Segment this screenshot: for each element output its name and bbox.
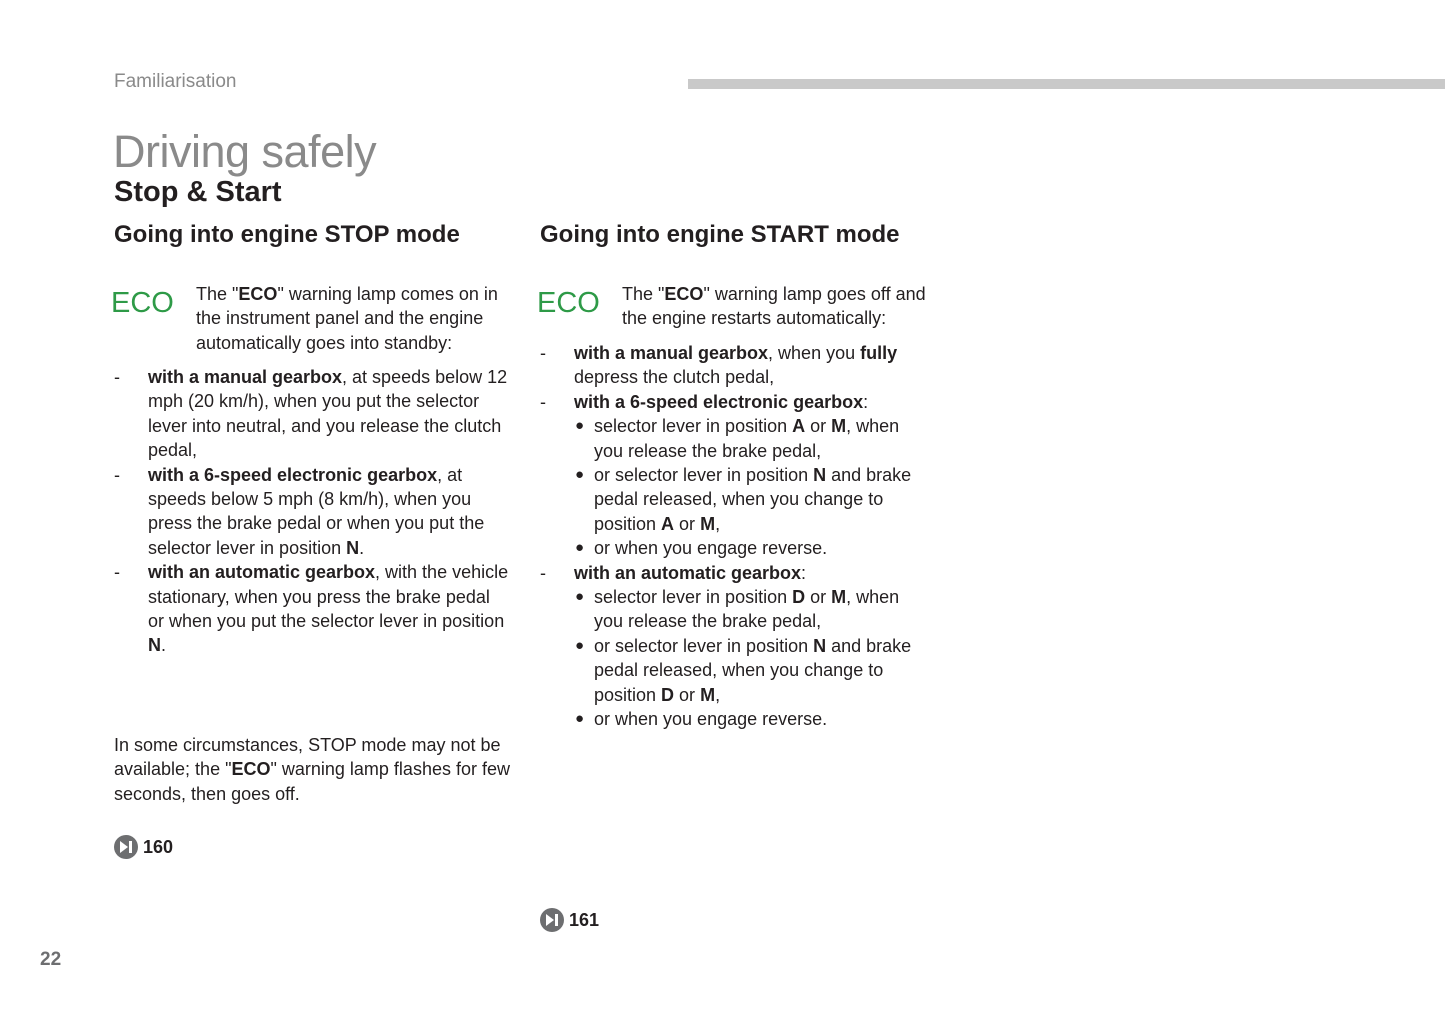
list-item-position: N <box>148 635 161 656</box>
list-dash: - <box>540 391 546 412</box>
eco-icon-label: ECO <box>111 287 174 318</box>
note-post: " warning lamp flashes for few seconds, then goes off. <box>114 759 510 804</box>
position-label: M <box>700 684 716 705</box>
list-item-end: : <box>863 391 869 412</box>
position-label: M <box>700 513 716 534</box>
sub-list-item <box>574 463 930 536</box>
sub-text: or <box>674 513 701 534</box>
position-label: N <box>813 635 827 656</box>
page-number: 22 <box>40 949 62 970</box>
list-item <box>540 390 930 561</box>
page-title: Driving safely <box>113 126 377 177</box>
page-reference-icon <box>540 908 564 932</box>
position-label: A <box>661 513 675 534</box>
position-label: A <box>792 416 806 437</box>
sub-text: and brake pedal released, when you change to position <box>594 635 912 705</box>
sub-text: selector lever in position <box>594 587 793 608</box>
start-intro-pre: The " <box>622 284 665 304</box>
sub-text: or when you engage reverse. <box>594 709 828 730</box>
list-dash: - <box>114 367 120 387</box>
list-item-bold: with an automatic gearbox <box>574 562 802 583</box>
list-item <box>114 560 510 658</box>
position-label: D <box>792 587 806 608</box>
list-dash: - <box>114 464 120 485</box>
sub-list-item <box>574 634 930 707</box>
sub-text: , when you release the brake pedal, <box>594 416 900 461</box>
sub-text: , when you release the brake pedal, <box>594 587 900 632</box>
list-item-position: N <box>346 537 360 558</box>
list-item-bold: with a manual gearbox <box>574 343 769 363</box>
start-intro-post: " warning lamp goes off and the engine restarts automatically: <box>622 284 926 329</box>
sub-text: or selector lever in position <box>594 465 814 486</box>
sub-text: selector lever in position <box>594 416 793 437</box>
note-eco: ECO <box>231 759 271 780</box>
list-item-text: , with the vehicle stationary, when you press the brake pedal or when you put the selector lever in position <box>148 562 509 632</box>
note-pre: In some circumstances, STOP mode may not be available; the " <box>114 735 501 780</box>
sub-list <box>574 414 930 560</box>
list-item <box>114 365 510 463</box>
sub-text: or <box>674 684 701 705</box>
list-item-end: . <box>161 635 167 656</box>
page-reference-161[interactable] <box>540 908 599 932</box>
sub-list <box>574 585 930 731</box>
stop-intro-pre: The " <box>196 284 239 304</box>
sub-list-item <box>574 585 930 634</box>
list-item-end: : <box>801 562 807 583</box>
page-reference-160[interactable] <box>114 835 173 859</box>
list-item-bold: with a 6-speed electronic gearbox <box>148 464 438 485</box>
bullet-dot: ● <box>575 417 585 435</box>
position-label: M <box>831 416 847 437</box>
list-item-text: , at speeds below 12 mph (20 km/h), when you put the selector lever into neutral, and you release the clutch pedal, <box>148 367 508 461</box>
start-intro-eco: ECO <box>664 284 704 304</box>
stop-intro-post: " warning lamp comes on in the instrument panel and the engine automatically goes into standby: <box>196 284 498 353</box>
list-dash: - <box>540 562 546 583</box>
sub-text: and brake pedal released, when you change to position <box>594 465 912 534</box>
sub-text: , <box>715 684 721 705</box>
eco-icon-label: ECO <box>537 287 600 318</box>
section-label: Familiarisation <box>114 71 237 92</box>
sub-text: or <box>805 587 832 608</box>
list-item-bold: with a 6-speed electronic gearbox <box>574 391 864 412</box>
eco-warning-lamp-icon <box>111 286 177 318</box>
position-label: M <box>831 587 847 608</box>
list-item <box>540 341 930 390</box>
page-reference-icon <box>114 835 138 859</box>
position-label: N <box>813 465 827 486</box>
start-mode-heading: Going into engine START mode <box>540 221 900 248</box>
eco-warning-lamp-icon <box>537 286 603 318</box>
list-item-bold: with a manual gearbox <box>148 367 343 387</box>
sub-text: or selector lever in position <box>594 635 814 656</box>
bullet-dot: ● <box>575 539 585 557</box>
sub-list-item <box>574 707 930 731</box>
list-item <box>540 561 930 732</box>
list-item-text: , when you <box>768 343 861 363</box>
list-dash: - <box>114 562 120 583</box>
page-subtitle: Stop & Start <box>114 176 282 208</box>
bullet-dot: ● <box>575 588 585 606</box>
list-item-text: , at speeds below 5 mph (8 km/h), when you press the brake pedal or when you put the selector lever in position <box>148 464 485 558</box>
list-dash: - <box>540 343 546 363</box>
page-reference-number: 161 <box>569 909 600 930</box>
sub-list-item <box>574 536 930 560</box>
list-item-end: depress the clutch pedal, <box>574 367 775 388</box>
stop-mode-heading: Going into engine STOP mode <box>114 221 460 248</box>
bullet-dot: ● <box>575 710 585 728</box>
list-item <box>114 463 510 561</box>
list-item-bold: with an automatic gearbox <box>148 562 376 583</box>
bullet-dot: ● <box>575 636 585 654</box>
sub-text: , <box>715 513 721 534</box>
list-item-end: . <box>359 537 365 558</box>
sub-list-item <box>574 414 930 463</box>
sub-text: or when you engage reverse. <box>594 538 828 559</box>
header-bar <box>688 79 1445 89</box>
stop-conditions-list <box>114 365 510 658</box>
stop-intro <box>196 282 512 355</box>
list-item-emphasis: fully <box>860 343 898 363</box>
sub-text: or <box>805 416 832 437</box>
start-conditions-list <box>540 341 930 732</box>
bullet-dot: ● <box>575 466 585 484</box>
stop-mode-note <box>114 733 514 806</box>
page-reference-number: 160 <box>143 836 174 857</box>
position-label: D <box>661 684 675 705</box>
start-intro <box>622 282 942 331</box>
stop-intro-eco: ECO <box>238 284 278 304</box>
